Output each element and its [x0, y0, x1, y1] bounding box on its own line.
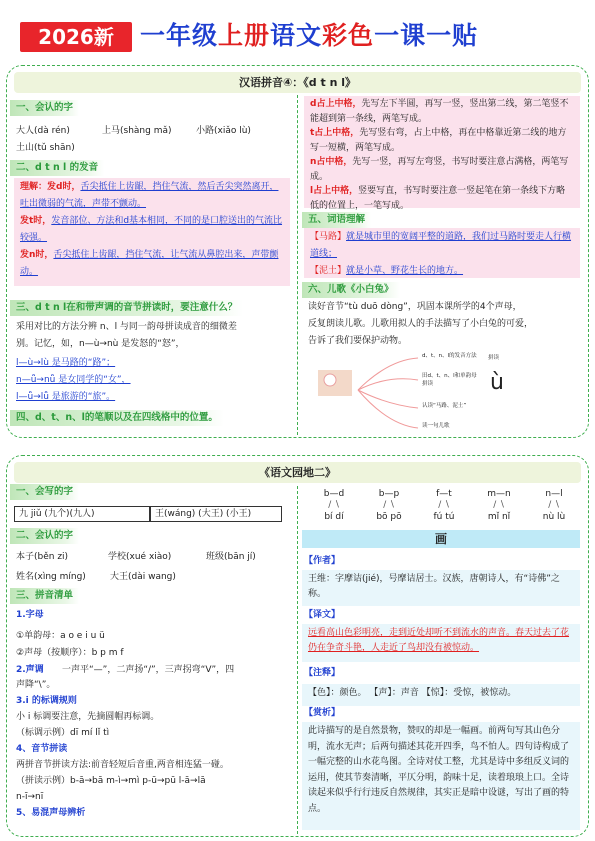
- heading-write-words: 一、会写的字: [10, 484, 79, 500]
- confusing-pairs: [304, 488, 580, 528]
- garden-word-1: 本子(běn zi): [16, 552, 69, 562]
- heading-stroke-order: 四、d、t、n、l的笔顺以及在四线格中的位置。: [10, 410, 224, 426]
- pronunciation-key-2: 发t时，: [20, 216, 52, 226]
- term-key-2: 【泥土】: [310, 266, 347, 276]
- stroke-item-3: [310, 155, 574, 184]
- pronunciation-text-2: 发音部位、方法和d基本相同，不同的是口腔送出的气流比较强。: [20, 216, 283, 243]
- heading-recognize-words: 一、会认的字: [10, 100, 79, 116]
- stroke-key-4: l占上中格，: [310, 186, 359, 196]
- pair-2: [363, 488, 415, 524]
- pronunciation-item-3: [20, 247, 284, 281]
- pair-bottom-2: bō pō: [376, 512, 402, 522]
- heading-nursery-rhyme: 六、儿歌《小白兔》: [302, 282, 400, 298]
- column-divider: [297, 95, 298, 435]
- pair-5: [528, 488, 580, 524]
- pair-4: [473, 488, 525, 524]
- rule-example-2: n—ǚ→nǚ 是女同学的“女”，: [16, 375, 131, 385]
- translation-heading: 【译文】: [304, 610, 341, 620]
- lesson-title-bar: 汉语拼音④：《d t n l》: [14, 72, 581, 93]
- stroke-text-2: 先写竖右弯，占上中格，再在中格靠近第二线的地方写一短横，两笔写成。: [310, 128, 567, 153]
- rule-line-2: 别。记忆，如，n—ù→nù 是发怒的“怒”，: [16, 339, 185, 349]
- recognize-word-1: 大人(dà rén): [16, 126, 70, 136]
- stroke-item-1: [310, 97, 574, 126]
- pair-arrows-1: ∕ ∖: [328, 500, 340, 510]
- notes-text: 【色】：颜色。 【声】：声音 【惊】：受惊，被惊动。: [302, 684, 580, 706]
- term-text-1: 就是城市里的宽阔平整的道路，我们过马路时要走人行横道线；: [310, 232, 572, 259]
- spelling-rule: 两拼音节拼读方法:前音轻短后音重,两音相连猛一碰。: [16, 760, 229, 770]
- rule-line-1: 采用对比的方法分辨 n、l 与同一韵母拼读成音的细微差: [16, 322, 237, 332]
- pair-3: [418, 488, 470, 524]
- garden-word-2: 学校(xué xiào): [108, 552, 172, 562]
- pronunciation-item-1: [20, 179, 284, 213]
- recognize-word-4: 土山(tǔ shān): [16, 143, 75, 153]
- year-badge: 2026新: [20, 22, 132, 52]
- pinyin-item-tones: 2.声调: [16, 665, 44, 675]
- stroke-item-4: [310, 184, 574, 213]
- pair-arrows-4: ∕ ∖: [493, 500, 505, 510]
- write-word-cell-2: 王(wáng) (大王) (小王): [150, 506, 282, 522]
- heading-spelling-notes: 三、d t n l在和带声调的音节拼读时，要注意什么？: [10, 300, 243, 316]
- stroke-key-1: d占上中格，: [310, 99, 362, 109]
- word-meaning-block: [304, 228, 580, 278]
- tones-text: 一声平“—”，二声扬“/”，三声拐弯“V”，四: [62, 665, 235, 675]
- i-rule-text: 小 i 标调要注意，先摘圆帽再标调。: [16, 712, 160, 722]
- mind-node-4: 读一句儿歌: [422, 423, 450, 429]
- heading-recognize-words-2: 二、会认的字: [10, 528, 79, 544]
- spelling-example: （拼读示例）b-ā→bā m-ì→mì p-ū→pū l-ā→lā: [16, 776, 206, 786]
- mind-node-5: 拼读: [488, 355, 500, 361]
- pair-bottom-3: fú tú: [433, 512, 455, 522]
- pair-arrows-5: ∕ ∖: [548, 500, 560, 510]
- heading-pronunciation: 二、d t n l 的发音: [10, 160, 104, 176]
- garden-word-4: 姓名(xìng míng): [16, 572, 86, 582]
- heading-pinyin-list: 三、拼音清单: [10, 588, 79, 604]
- single-vowels: ①单韵母：a o e i u ü: [16, 631, 105, 641]
- stroke-text-3: 先写一竖，再写左弯竖，书写时要注意占满格，两笔写成。: [310, 157, 569, 182]
- pair-top-5: n—l: [545, 489, 563, 499]
- appreciation-heading: 【赏析】: [304, 708, 341, 718]
- song-line-3: 告诉了我们要保护动物。: [308, 336, 408, 346]
- garden-title-bar: 《语文园地二》: [14, 462, 581, 483]
- recognize-word-2: 上马(shàng mǎ): [102, 126, 172, 136]
- page-title: [140, 18, 478, 54]
- stroke-item-2: [310, 126, 574, 155]
- author-text: 王维：字摩诘(jié)，号摩诘居士。汉族，唐朝诗人，有“诗佛”之称。: [302, 570, 580, 606]
- pronunciation-key-3: 发n时，: [20, 250, 54, 260]
- garden-word-5: 大王(dài wang): [110, 572, 176, 582]
- poem-title: 画: [302, 530, 580, 548]
- spelling-example-2: n-ī→nī: [16, 792, 44, 802]
- title-part-3: 语文: [270, 21, 323, 50]
- write-word-cell-1: 九 jiǔ (九个)(九人): [14, 506, 150, 522]
- page-header: [0, 0, 595, 62]
- pair-arrows-2: ∕ ∖: [383, 500, 395, 510]
- author-heading: 【作者】: [304, 556, 341, 566]
- pronunciation-text-1: 舌尖抵住上齿龈，挡住气流，然后舌尖突然离开，吐出微弱的气流，声带不颤动。: [20, 182, 279, 209]
- rule-example-3: l—ǚ→lǚ 是旅游的“旅”。: [16, 392, 116, 402]
- branch-1: [358, 358, 418, 390]
- mind-node-3: 认读“马路、泥土”: [422, 403, 467, 409]
- pair-bottom-4: mǐ nǐ: [487, 512, 511, 522]
- pronunciation-text-3: 舌尖抵住上齿龈，挡住气流，让气流从鼻腔出来，声带颤动。: [20, 250, 279, 277]
- translation-text: 远看高山色彩明亮，走到近处却听不到流水的声音。春天过去了花仍在争奇斗艳，人走近了鸟却没有被惊动。: [302, 624, 580, 662]
- pair-bottom-1: bí dí: [324, 512, 344, 522]
- stroke-text-4: 竖要写直，书写时要注意一竖起笔在第一条线下方略低的位置上，一笔写成。: [310, 186, 566, 211]
- mind-node-1: d、t、n、l的发音方法: [422, 353, 477, 359]
- pair-top-4: m—n: [487, 489, 511, 499]
- pronunciation-item-2: [20, 213, 284, 247]
- pronunciation-block: [14, 178, 290, 286]
- pinyin-item-spelling: 4、音节拼读: [16, 744, 68, 754]
- term-item-2: [310, 263, 574, 280]
- song-line-1: 读好音节“tù duō dòng”，巩固本课所学的4个声母，: [308, 302, 522, 312]
- stroke-key-3: n占中格，: [310, 157, 353, 167]
- mind-map: [318, 350, 568, 432]
- branch-2: [358, 379, 418, 390]
- term-text-2: 就是小草、野花生长的地方。: [346, 266, 464, 276]
- pair-bottom-5: nù lù: [542, 512, 566, 522]
- garden-word-3: 班级(bān jí): [206, 552, 256, 562]
- pair-top-3: f—t: [436, 489, 452, 499]
- tones-text-2: 声降“\”。: [16, 680, 56, 690]
- notes-heading: 【注释】: [304, 668, 341, 678]
- pinyin-item-i-rule: 3.i 的标调规则: [16, 696, 77, 706]
- appreciation-text: 此诗描写的是自然景物，赞叹的却是一幅画。前两句写其山色分明，流水无声；后两句描述其花开四季，鸟不怕人。四句诗构成了一幅完整的山水花鸟图。全诗对仗工整，尤其是诗中多组反义词的运用，使其节奏清晰，平仄分明，韵味十足，读着琅琅上口。全诗读起来似乎行行违反自然规律，其实正是暗中设谜，写出了画的特点。: [302, 722, 580, 830]
- title-part-2: 上册: [218, 21, 271, 50]
- song-line-2: 反复朗读儿歌。儿歌用拟人的手法描写了小白兔的可爱，: [308, 319, 534, 329]
- title-part-4: 彩色: [322, 21, 375, 50]
- pair-top-2: b—p: [378, 489, 400, 499]
- rabbit-head-shape: [324, 374, 336, 386]
- column-divider-2: [297, 486, 298, 834]
- term-key-1: 【马路】: [310, 232, 347, 242]
- recognize-word-3: 小路(xiǎo lù): [196, 126, 251, 136]
- stroke-order-block: [304, 96, 580, 211]
- pair-1: [308, 488, 360, 524]
- heading-word-meaning: 五、词语理解: [302, 212, 371, 228]
- branch-4: [358, 390, 418, 428]
- title-part-1: 一年级: [140, 21, 219, 50]
- mind-map-lines: [318, 350, 568, 432]
- pinyin-item-confusing: 5、易混声母辨析: [16, 808, 86, 818]
- mind-center-syllable: ù: [490, 370, 504, 395]
- branch-3: [358, 390, 418, 408]
- stroke-key-2: t占上中格，: [310, 128, 360, 138]
- pair-arrows-3: ∕ ∖: [438, 500, 450, 510]
- term-item-1: [310, 229, 574, 263]
- pronunciation-key-1: 理解：发d时，: [20, 182, 81, 192]
- title-part-5: 一课一贴: [374, 21, 479, 50]
- pinyin-item-letters: 1.字母: [16, 610, 44, 620]
- pair-top-1: b—d: [323, 489, 345, 499]
- i-rule-example: （标调示例）dī mí lǐ tì: [16, 728, 110, 738]
- initials-order: ②声母（按顺序）：b p m f: [16, 648, 124, 658]
- rule-example-1: l—ù→lù 是马路的“路”；: [16, 358, 116, 368]
- stroke-text-1: 先写左下半圆，再写一竖，竖出第二线，第二笔竖不能超到第一条线，两笔写成。: [310, 99, 569, 124]
- mind-node-2: 田d、t、n、l和单韵母拼读: [422, 373, 477, 387]
